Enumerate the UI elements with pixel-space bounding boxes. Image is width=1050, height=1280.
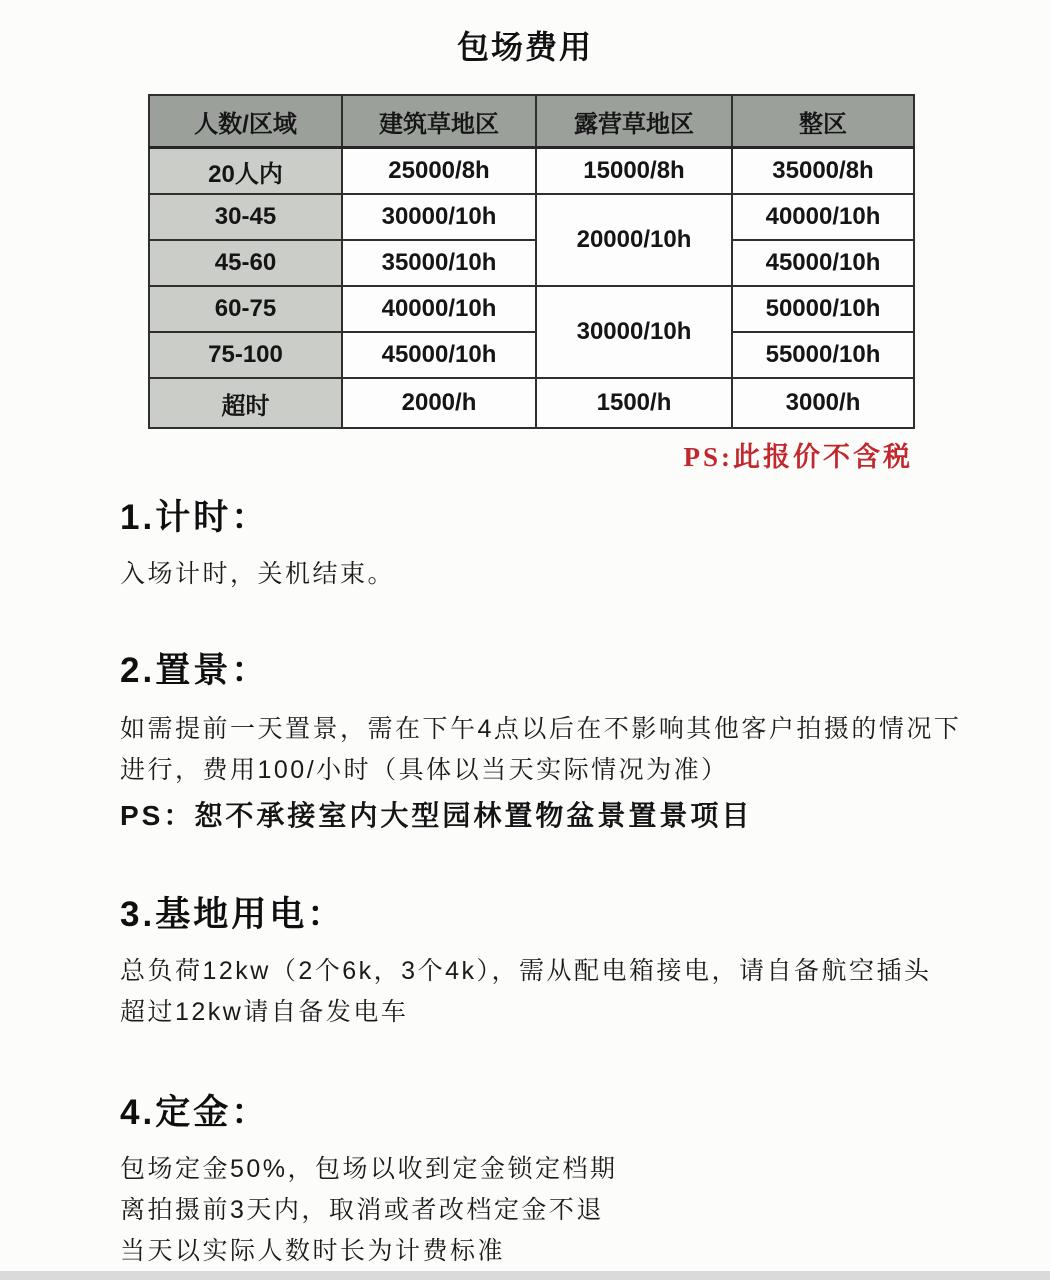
section-heading: 1.计时： <box>120 498 270 537</box>
section-line: 总负荷12kw（2个6k，3个4k），需从配电箱接电，请自备航空插头 <box>120 957 932 985</box>
section-line: 进行，费用100/小时（具体以当天实际情况为准） <box>120 756 729 784</box>
price-cell: 55000/10h <box>732 332 914 378</box>
price-cell: 45000/10h <box>732 240 914 286</box>
table-row <box>149 240 914 286</box>
tax-note: PS:此报价不含税 <box>683 442 913 472</box>
sections-container <box>120 490 990 1272</box>
price-cell: 15000/8h <box>536 148 732 195</box>
price-cell: 40000/10h <box>342 286 536 332</box>
price-cell: 30000/10h <box>342 194 536 240</box>
table-header-row <box>149 95 914 148</box>
section-deposit <box>120 1085 990 1272</box>
section-ps-note: PS：恕不承接室内大型园林置物盆景置景项目 <box>120 800 753 831</box>
bottom-edge-bar <box>0 1271 1050 1280</box>
table-row <box>149 332 914 378</box>
price-cell: 40000/10h <box>732 194 914 240</box>
section-line: 入场计时，关机结束。 <box>120 560 396 588</box>
row-label: 75-100 <box>149 332 342 378</box>
section-set-dressing <box>120 643 990 837</box>
price-cell: 45000/10h <box>342 332 536 378</box>
price-cell: 2000/h <box>342 378 536 428</box>
page-title: 包场费用 <box>456 29 593 65</box>
pricing-table-container <box>148 94 913 429</box>
section-line: 当天以实际人数时长为计费标准 <box>120 1237 506 1265</box>
row-label: 45-60 <box>149 240 342 286</box>
table-row <box>149 148 914 195</box>
section-heading: 3.基地用电： <box>120 895 346 934</box>
col-header-whole-area: 整区 <box>732 95 914 148</box>
table-row <box>149 194 914 240</box>
section-line: 超过12kw请自备发电车 <box>120 998 409 1026</box>
price-cell: 25000/8h <box>342 148 536 195</box>
col-header-building-lawn: 建筑草地区 <box>342 95 536 148</box>
section-line: 如需提前一天置景，需在下午4点以后在不影响其他客户拍摄的情况下 <box>120 715 962 743</box>
price-cell-merged: 20000/10h <box>536 194 732 286</box>
section-heading: 2.置景： <box>120 651 270 690</box>
price-cell: 50000/10h <box>732 286 914 332</box>
row-label: 20人内 <box>149 148 342 195</box>
section-heading: 4.定金： <box>120 1093 270 1132</box>
col-header-people-area: 人数/区域 <box>149 95 342 148</box>
table-row <box>149 378 914 428</box>
price-cell-merged: 30000/10h <box>536 286 732 378</box>
col-header-camping-lawn: 露营草地区 <box>536 95 732 148</box>
row-label: 30-45 <box>149 194 342 240</box>
section-line: 离拍摄前3天内，取消或者改档定金不退 <box>120 1196 604 1224</box>
price-cell: 35000/10h <box>342 240 536 286</box>
pricing-table <box>148 94 915 429</box>
price-cell: 1500/h <box>536 378 732 428</box>
section-line: 包场定金50%，包场以收到定金锁定档期 <box>120 1155 618 1183</box>
section-electricity <box>120 887 990 1033</box>
price-cell: 35000/8h <box>732 148 914 195</box>
section-timing <box>120 490 990 595</box>
price-cell: 3000/h <box>732 378 914 428</box>
table-row <box>149 286 914 332</box>
row-label: 超时 <box>149 378 342 428</box>
row-label: 60-75 <box>149 286 342 332</box>
